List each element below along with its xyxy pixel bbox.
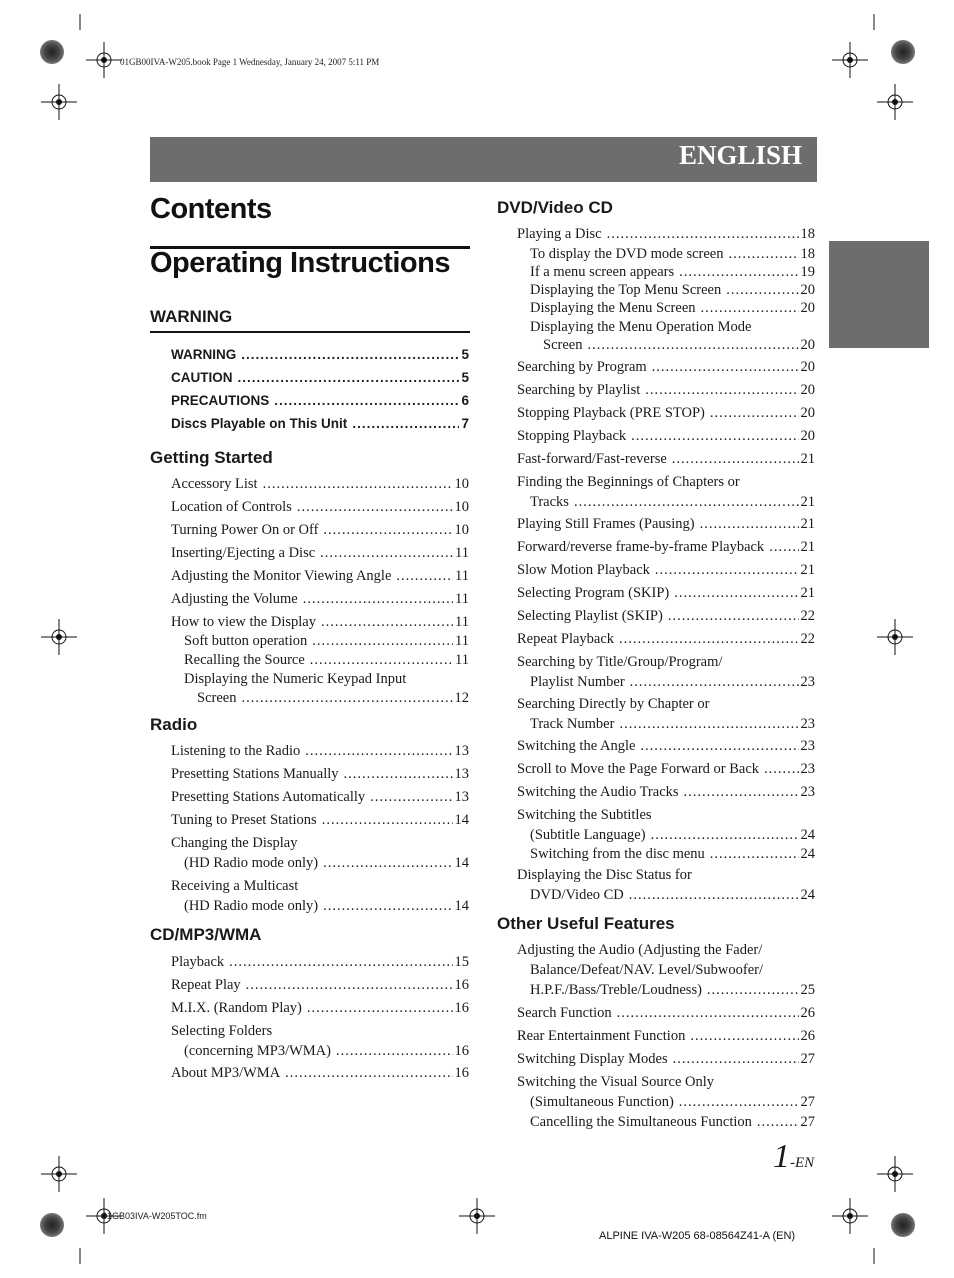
- toc-entry[interactable]: Presetting Stations Automatically ..... 13: [171, 788, 469, 806]
- toc-entry[interactable]: Location of Controls ..... 10: [171, 498, 469, 516]
- section-heading-radio: Radio: [150, 715, 198, 734]
- toc-entry[interactable]: Listening to the Radio ..... 13: [171, 742, 469, 760]
- toc-entry-line[interactable]: Changing the Display: [171, 835, 298, 851]
- corner-rosette-icon: [891, 1213, 915, 1237]
- toc-entry-line[interactable]: Searching by Title/Group/Program/: [517, 654, 723, 670]
- toc-entry-cont[interactable]: DVD/Video CD ..... 24: [517, 886, 815, 904]
- toc-getting-started-list: [171, 475, 469, 707]
- toc-entry-cont[interactable]: Tracks ..... 21: [517, 493, 815, 511]
- toc-entry[interactable]: Searching by Program ..... 20: [517, 358, 815, 376]
- toc-entry[interactable]: Adjusting the Volume ..... 11: [171, 590, 469, 608]
- toc-entry[interactable]: Slow Motion Playback ..... 21: [517, 561, 815, 579]
- page-number-value: 1: [773, 1138, 790, 1175]
- toc-entry-cont[interactable]: H.P.F./Bass/Treble/Loudness) ..... 25: [517, 981, 815, 999]
- toc-entry[interactable]: Scroll to Move the Page Forward or Back ..... 23: [517, 760, 815, 778]
- toc-subentry[interactable]: Displaying the Top Menu Screen ..... 20: [517, 281, 815, 299]
- toc-entry[interactable]: M.I.X. (Random Play) ..... 16: [171, 999, 469, 1017]
- page-title: Contents: [150, 193, 272, 225]
- toc-entry[interactable]: Fast-forward/Fast-reverse ..... 21: [517, 450, 815, 468]
- toc-entry-cont[interactable]: (Simultaneous Function) ..... 27: [517, 1093, 815, 1111]
- toc-entry[interactable]: Repeat Play ..... 16: [171, 976, 469, 994]
- toc-entry[interactable]: Discs Playable on This Unit ..... 7: [171, 415, 469, 433]
- toc-entry-line[interactable]: Displaying the Disc Status for: [517, 867, 692, 883]
- toc-entry[interactable]: Rear Entertainment Function ..... 26: [517, 1027, 815, 1045]
- section-heading-getting-started: Getting Started: [150, 448, 273, 467]
- language-label: ENGLISH: [678, 140, 802, 170]
- toc-entry-line[interactable]: Receiving a Multicast: [171, 878, 299, 894]
- toc-warning-list: [171, 346, 469, 433]
- toc-entry[interactable]: Searching by Playlist ..... 20: [517, 381, 815, 399]
- toc-entry[interactable]: Inserting/Ejecting a Disc ..... 11: [171, 544, 469, 562]
- toc-entry[interactable]: Forward/reverse frame-by-frame Playback ..... 21: [517, 538, 815, 556]
- toc-entry[interactable]: WARNING ..... 5: [171, 346, 469, 364]
- toc-entry[interactable]: CAUTION ..... 5: [171, 369, 469, 387]
- toc-entry[interactable]: Stopping Playback (PRE STOP) ..... 20: [517, 404, 815, 422]
- print-footer-filename: 01GB03IVA-W205TOC.fm: [102, 1211, 207, 1221]
- toc-subentry-line[interactable]: Displaying the Menu Operation Mode: [530, 319, 752, 335]
- toc-subentry[interactable]: To display the DVD mode screen ..... 18: [517, 245, 815, 263]
- section-heading-dvd: DVD/Video CD: [497, 198, 613, 217]
- toc-subentry[interactable]: Cancelling the Simultaneous Function ..... 27: [517, 1113, 815, 1131]
- page-number-suffix: -EN: [790, 1155, 815, 1171]
- toc-subentry[interactable]: Switching from the disc menu ..... 24: [517, 845, 815, 863]
- section-heading-other: Other Useful Features: [497, 914, 675, 933]
- toc-entry[interactable]: Selecting Program (SKIP) ..... 21: [517, 584, 815, 602]
- toc-cd-list: [171, 953, 469, 1082]
- section-heading-warning: WARNING: [150, 307, 233, 326]
- toc-entry-cont[interactable]: (HD Radio mode only) ..... 14: [171, 854, 469, 872]
- toc-entry[interactable]: Adjusting the Monitor Viewing Angle ..... 11: [171, 567, 469, 585]
- section-heading-cd-mp3: CD/MP3/WMA: [150, 925, 262, 944]
- toc-entry[interactable]: Stopping Playback ..... 20: [517, 427, 815, 445]
- toc-entry[interactable]: About MP3/WMA ..... 16: [171, 1064, 469, 1082]
- print-header: 01GB00IVA-W205.book Page 1 Wednesday, January 24, 2007 5:11 PM: [120, 57, 380, 67]
- toc-entry[interactable]: Repeat Playback ..... 22: [517, 630, 815, 648]
- toc-entry[interactable]: Playing Still Frames (Pausing) ..... 21: [517, 515, 815, 533]
- toc-entry-line[interactable]: Switching the Visual Source Only: [517, 1074, 715, 1090]
- toc-subentry-line[interactable]: Displaying the Numeric Keypad Input: [184, 671, 407, 687]
- section-title: Operating Instructions: [150, 247, 450, 279]
- toc-entry-cont[interactable]: Track Number ..... 23: [517, 715, 815, 733]
- model-code: ALPINE IVA-W205 68-08564Z41-A (EN): [599, 1230, 796, 1242]
- toc-entry[interactable]: Tuning to Preset Stations ..... 14: [171, 811, 469, 829]
- toc-entry-line[interactable]: Balance/Defeat/NAV. Level/Subwoofer/: [530, 962, 764, 978]
- toc-subentry[interactable]: If a menu screen appears ..... 19: [517, 263, 815, 281]
- corner-rosette-icon: [40, 1213, 64, 1237]
- toc-entry-line[interactable]: Adjusting the Audio (Adjusting the Fader/: [517, 942, 763, 958]
- toc-entry[interactable]: PRECAUTIONS ..... 6: [171, 392, 469, 410]
- page-number: [773, 1138, 814, 1176]
- toc-radio-list: [171, 742, 469, 915]
- corner-rosette-icon: [891, 40, 915, 64]
- toc-entry[interactable]: Presetting Stations Manually ..... 13: [171, 765, 469, 783]
- side-thumb-tab: [829, 241, 929, 348]
- toc-entry[interactable]: Turning Power On or Off ..... 10: [171, 521, 469, 539]
- toc-subentry-cont[interactable]: Screen ..... 20: [517, 336, 815, 354]
- toc-entry[interactable]: Search Function ..... 26: [517, 1004, 815, 1022]
- toc-entry-line[interactable]: Switching the Subtitles: [517, 807, 652, 823]
- toc-subentry-cont[interactable]: Screen ..... 12: [171, 689, 469, 707]
- corner-rosette-icon: [40, 40, 64, 64]
- toc-entry[interactable]: Switching Display Modes ..... 27: [517, 1050, 815, 1068]
- toc-other-list: [517, 941, 815, 1131]
- toc-entry-cont[interactable]: Playlist Number ..... 23: [517, 673, 815, 691]
- toc-subentry[interactable]: Recalling the Source ..... 11: [171, 651, 469, 669]
- toc-entry-line[interactable]: Finding the Beginnings of Chapters or: [517, 474, 740, 490]
- toc-entry[interactable]: Playback ..... 15: [171, 953, 469, 971]
- toc-subentry[interactable]: Soft button operation ..... 11: [171, 632, 469, 650]
- toc-entry-cont[interactable]: (concerning MP3/WMA) ..... 16: [171, 1042, 469, 1060]
- toc-entry-cont[interactable]: (HD Radio mode only) ..... 14: [171, 897, 469, 915]
- toc-dvd-list: [517, 225, 815, 904]
- toc-entry[interactable]: Playing a Disc ..... 18: [517, 225, 815, 243]
- warning-divider: [150, 331, 470, 333]
- toc-entry[interactable]: Switching the Audio Tracks ..... 23: [517, 783, 815, 801]
- toc-entry-cont[interactable]: (Subtitle Language) ..... 24: [517, 826, 815, 844]
- toc-entry[interactable]: Accessory List ..... 10: [171, 475, 469, 493]
- toc-subentry[interactable]: Displaying the Menu Screen ..... 20: [517, 299, 815, 317]
- toc-entry-line[interactable]: Selecting Folders: [171, 1023, 273, 1039]
- toc-entry[interactable]: Selecting Playlist (SKIP) ..... 22: [517, 607, 815, 625]
- toc-entry-line[interactable]: Searching Directly by Chapter or: [517, 696, 710, 712]
- language-banner: [150, 137, 817, 182]
- toc-entry[interactable]: How to view the Display ..... 11: [171, 613, 469, 631]
- toc-entry[interactable]: Switching the Angle ..... 23: [517, 737, 815, 755]
